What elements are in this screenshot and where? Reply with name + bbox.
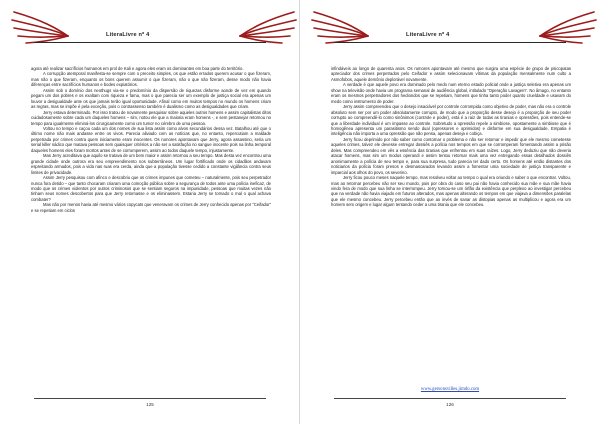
paragraph: Jerry assim compreendeu que o desejo insaciável por controle corrompida como objetivo de poder, mas não era o controle absoluto sem ser por um poder absolutamente corrupto, de modo que a proporção desse desejo é a proporção de seu poder corrupto ao compreendê-lo como sinônimos (controle e poder), está é a raiz de todas as tiranias e opressões, pois entende-se que a liberdade individual é um impasse ao controle. Sobretudo a opressão repele a simbiose, opostamente a simbiose que é homogênea apresenta um parasitismo sendo dual (opressores e oprimidos) e disforme em sua desigualdade. Empatia é inteligência não importa a uma opressão que não pensa, apenas deseja e cobiça. [331, 104, 571, 137]
paragraph: Assim Jerry pesquisou com afinco e descobriu que os crimes impunes que cometeu – naturalmente, pois seu perpetrador nunca fora detido – que tanto chocaram criaram uma comoção pública sobre a segurança de todos ante uma polícia ineficaz, de modo que os crimes violentos por outros criminosos que se sentiam seguros na impunidade, pessoas que muitas vezes não tinham seus nomes descobertos para que Jerry retornasse e os eliminassem. Estaria Jerry se tornado o mal o qual achava combater? [31, 175, 271, 202]
paragraph: Voltou no tempo e caçou cada um dos nomes de sua lista assim como alvos secundários dessa vez. Batalhou até que o último nome não mais andasse entre os vivos. Parecia aliviado com as notícias que, no entanto, repercutiam a maldade perpetrada por crimes contra quem iniciamente eram inocentes. Os rumores apontavam que Jerry, agora assassino, seria um serial killer sádico que matava pessoas sem quaisquer critérios a não ser a satisfação no sangue inocente pois na linha temporal daqueles homens eles foram mortos antes de se corromperem, assim ao todos daquele tempo, injustamente. [31, 125, 271, 153]
header-title: LiteraLivre nº 4 [106, 32, 150, 38]
paragraph: agora até realizar sacrifícios humanos em prol de Kali e agora eles eram os dominantes em boa parte do território. [31, 66, 244, 71]
wing-logo-icon [308, 6, 372, 46]
paragraph: Assim sob o domínio dos neothugs via-se o predomínio da dispersão de riquezas disforme aonde de vez em quando pegam um dos pobres e os exaltam com riqueza e fama, mas o que parecia ser um exemplo de justiça social era apenas um louvor a desigualdade ante os que jamais terão igual oportunidade. Afinal como em muitos tempos no mundo os homens criam as regras, mas se impõe é pela exceção, pois o contrassenso também é dualismo como as desigualdades que criam. [31, 87, 271, 110]
body-text [331, 66, 571, 386]
header-divider [34, 42, 266, 43]
header-title: LiteraLivre nº 4 [406, 32, 450, 38]
paragraph: A corrupção atemporal manifesta-se sempre com o preceito simples, os que estão errados querem acusar o que fizeram, mas não o que fizeram, enquanto os bons querem assumir o que fizeram, não o que não fizeram, desse modo não havia diferenças entre sacrifícios humanos e bodes expiatórios. [31, 71, 271, 88]
paragraph: Jerry ficou deprimido por não saber como contornar o problema e não ser retornar e impedir que ele mesmo cometesse aqueles crimes, talvez ele devesse entregar dossiês a polícia nos tempos em que se corromperam fomentando assim a prisão deles. Mas compreendeu em vês a essência das tiranias que enfrentou em suas raízes. Logo, Jerry deduziu que não deveria atacar homens, mas sim um modus operandi e assim tentou retornar mais uma vez entregando essas detalhados dossiês anonimamente a polícia de seu tempo e, para sua surpresa, tudo parecia ter dado certo. Os homens até então distantes dos noticiarios da polícia foram presos e desmascarados levando assim a fomentar uma sociedade de justiça transparente e imparcial aos olhos do povo, os severino. [331, 136, 571, 175]
paragraph: Jerry ficou pouco meses naquele tempo, mas resolveu voltar ao tempo o qual era oriundo e saber o que encontrar. Voltou, mas ao retornar percebeu não ser seu mundo, pois por obra do caso seu pai não havia conhecido sua mãe e sua mãe havia vindo fera de modo que sua linha se interrompeu. Jerry tornou-se um órfão da existência que perplexo ao investigar percebeu que na verdade não havia viajado em futuros alterados, mas apenas alterando os tempos em que viajava a dimensões paralelas que ele mesmo concebeu. Jerry percebeu então que ao invés de sanar as distopias apenas as multiplicou e agora era um homem sem origem e lugar algum tentando ceder a uma tirania que ele concebeu. [331, 175, 571, 208]
paragraph: A verdade é que aquele povo era dominado pelo medo num eterno estado policial onde a justiça seletiva era apenas um show na televisão onde havia um programa semanal de audiência global, intitulado “Operação Lavagem”. No âmago, no entanto eram os mesmos perpetradores dos hediondos que se repetiam, homens que tinha tanto poder quanto crueldade e usavam do medo como instrumento de poder. [331, 82, 571, 104]
footer-divider [334, 398, 566, 399]
wing-logo-icon [8, 6, 72, 46]
page-header [300, 6, 600, 48]
paragraph: Mas não por menos havia até mesmo vários copycats que veneravam os crimes de Jerry conhecido apenas por “Ceifador” e se repetiam em ciclos [31, 202, 271, 213]
body-text [31, 66, 271, 386]
right-page [300, 0, 600, 424]
paragraph: Jerry estava determinado. Por isso tratou de novamente pesquisar sobre aqueles outros homens e assim capitalistas ditos cuidadosamente sobre cada um daqueles homens – sim, notou ele que a maioria eram homens -, e sem pestanejar retornou no tempo para igualmente eliminá-los cirurgicamente como um tumor no cérebro de uma pessoa. [31, 109, 271, 126]
wing-logo-icon [236, 6, 300, 46]
website-link[interactable]: www.gersonsvilles.jimdo.com [420, 387, 480, 392]
page-number: 125 [146, 402, 154, 407]
page-header [0, 6, 300, 48]
wing-logo-icon [536, 6, 600, 46]
page-number: 126 [446, 402, 454, 407]
footer-divider [34, 398, 266, 399]
paragraph: infindáveis ao longo de quarenta anos. Os rumores apontavam até mesmo que surgira uma espécie de grupo de psicopatas apreciador dos crimes perpetrados pelo Ceifador e assim selecionavam vítimas da população mensalmente num culto a Asmofobos, aquele demônio deplorável novamente. [331, 66, 571, 82]
paragraph: Mas Jerry acreditava que aquilo se tratava de um bem maior e assim retornou a seu tempo. Mas desta vez encontrou uma grande cidade onde outrora era seu empreendimento nos subterrâneos. Um lugar fortificado onde os cidadãos andavam espreitando armados, pois a vida nas ruas era cerda, ainda que a população tivesse cedido a constante vigilância contra seus limites de privacidade. [31, 153, 271, 175]
header-divider [334, 42, 566, 43]
